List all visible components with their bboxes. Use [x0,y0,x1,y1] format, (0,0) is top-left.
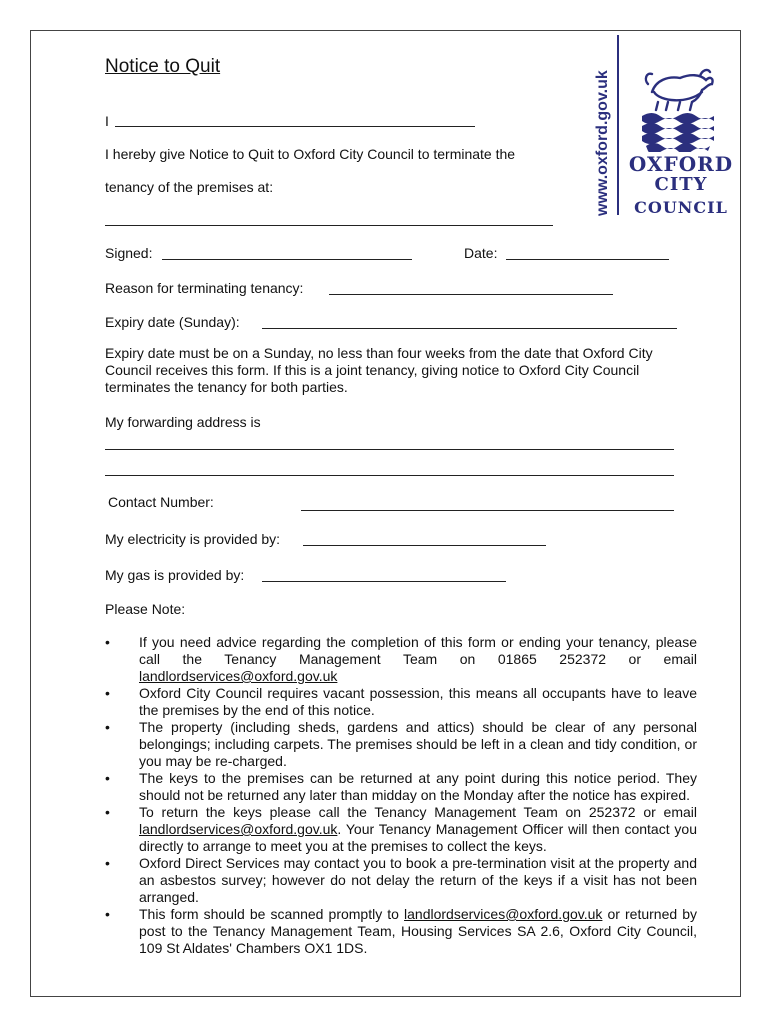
please-note-heading: Please Note: [105,601,186,617]
expiry-date-line[interactable] [262,328,677,329]
bullet-icon: • [105,804,110,820]
premises-address-line[interactable] [105,225,553,226]
bullet-icon: • [105,634,110,650]
email-link[interactable]: landlordservices@oxford.gov.uk [139,821,338,837]
page-title: Notice to Quit [105,56,221,77]
logo-divider [617,35,619,215]
logo-oxford: OXFORD [628,152,734,176]
bullet-icon: • [105,855,110,871]
expiry-label: Expiry date (Sunday): [105,314,240,330]
contact-number-label: Contact Number: [108,494,214,510]
list-item [105,906,697,957]
bullet-icon: • [105,906,110,922]
list-item [105,770,697,804]
website-url-text: www.oxford.gov.uk [594,70,611,216]
electricity-label: My electricity is provided by: [105,531,281,547]
expiry-note: Expiry date must be on a Sunday, no less than four weeks from the date that Oxford City Council receives this form. If this is a joint tenancy, giving notice to Oxford City Council terminates the tenancy for both parties. [105,345,653,395]
list-item [105,804,697,855]
date-line[interactable] [506,259,669,260]
bullet-icon: • [105,770,110,786]
logo-council: COUNCIL [634,198,728,217]
list-item [105,634,697,685]
forwarding-address-line-2[interactable] [105,475,674,476]
contact-number-line[interactable] [301,510,674,511]
email-link[interactable]: landlordservices@oxford.gov.uk [404,906,603,922]
gas-label: My gas is provided by: [105,567,245,583]
date-label: Date: [464,245,498,261]
note-text: If you need advice regarding the completion of this form or ending your tenancy, please call the Tenancy Management Team on 01865 252372 or email [139,634,697,667]
list-item [105,855,697,906]
note-text: The property (including sheds, gardens and attics) should be clear of any personal belongings; including carpets. The premises should be left in a clean and tidy condition, or you may be re-charged. [139,719,697,769]
notice-statement-line2: tenancy of the premises at: [105,179,274,195]
bullet-icon: • [105,685,110,701]
email-link[interactable]: landlordservices@oxford.gov.uk [139,668,338,684]
signature-line[interactable] [162,259,412,260]
forwarding-address-label: My forwarding address is [105,414,261,430]
list-item [105,719,697,770]
gas-provider-line[interactable] [262,581,506,582]
note-text: or returned by post to the Tenancy Management Team, Housing Services SA 2.6, Oxford City Council, 109 St Aldates' Chambers OX1 1DS. [139,906,698,956]
reason-line[interactable] [329,294,613,295]
note-text: This form should be scanned promptly to [139,906,399,922]
note-text: Oxford Direct Services may contact you to book a pre-termination visit at the property and an asbestos survey; however do not delay the return of the keys if a visit has not been arranged. [139,855,697,905]
note-text: Oxford City Council requires vacant possession, this means all occupants have to leave the premises by the end of this notice. [139,685,697,718]
list-item [105,685,697,719]
logo-city: CITY [654,174,708,195]
forwarding-address-line-1[interactable] [105,449,674,450]
name-input-line[interactable] [115,126,475,127]
ox-crest-icon [640,62,716,152]
electricity-provider-line[interactable] [303,545,546,546]
i-label: I [105,113,109,129]
note-text: . Your Tenancy Management Officer will then contact you directly to arrange to meet you at the premises to collect the keys. [139,821,697,854]
notice-statement-line1: I hereby give Notice to Quit to Oxford City Council to terminate the [105,146,516,162]
website-url-logo [590,60,612,220]
bullet-icon: • [105,719,110,735]
note-text: To return the keys please call the Tenancy Management Team on 252372 or email [139,804,697,820]
signed-label: Signed: [105,245,153,261]
note-text: The keys to the premises can be returned at any point during this notice period. They should not be returned any later than midday on the Monday after the notice has expired. [139,770,697,803]
reason-label: Reason for terminating tenancy: [105,280,304,296]
notes-list [105,634,697,957]
